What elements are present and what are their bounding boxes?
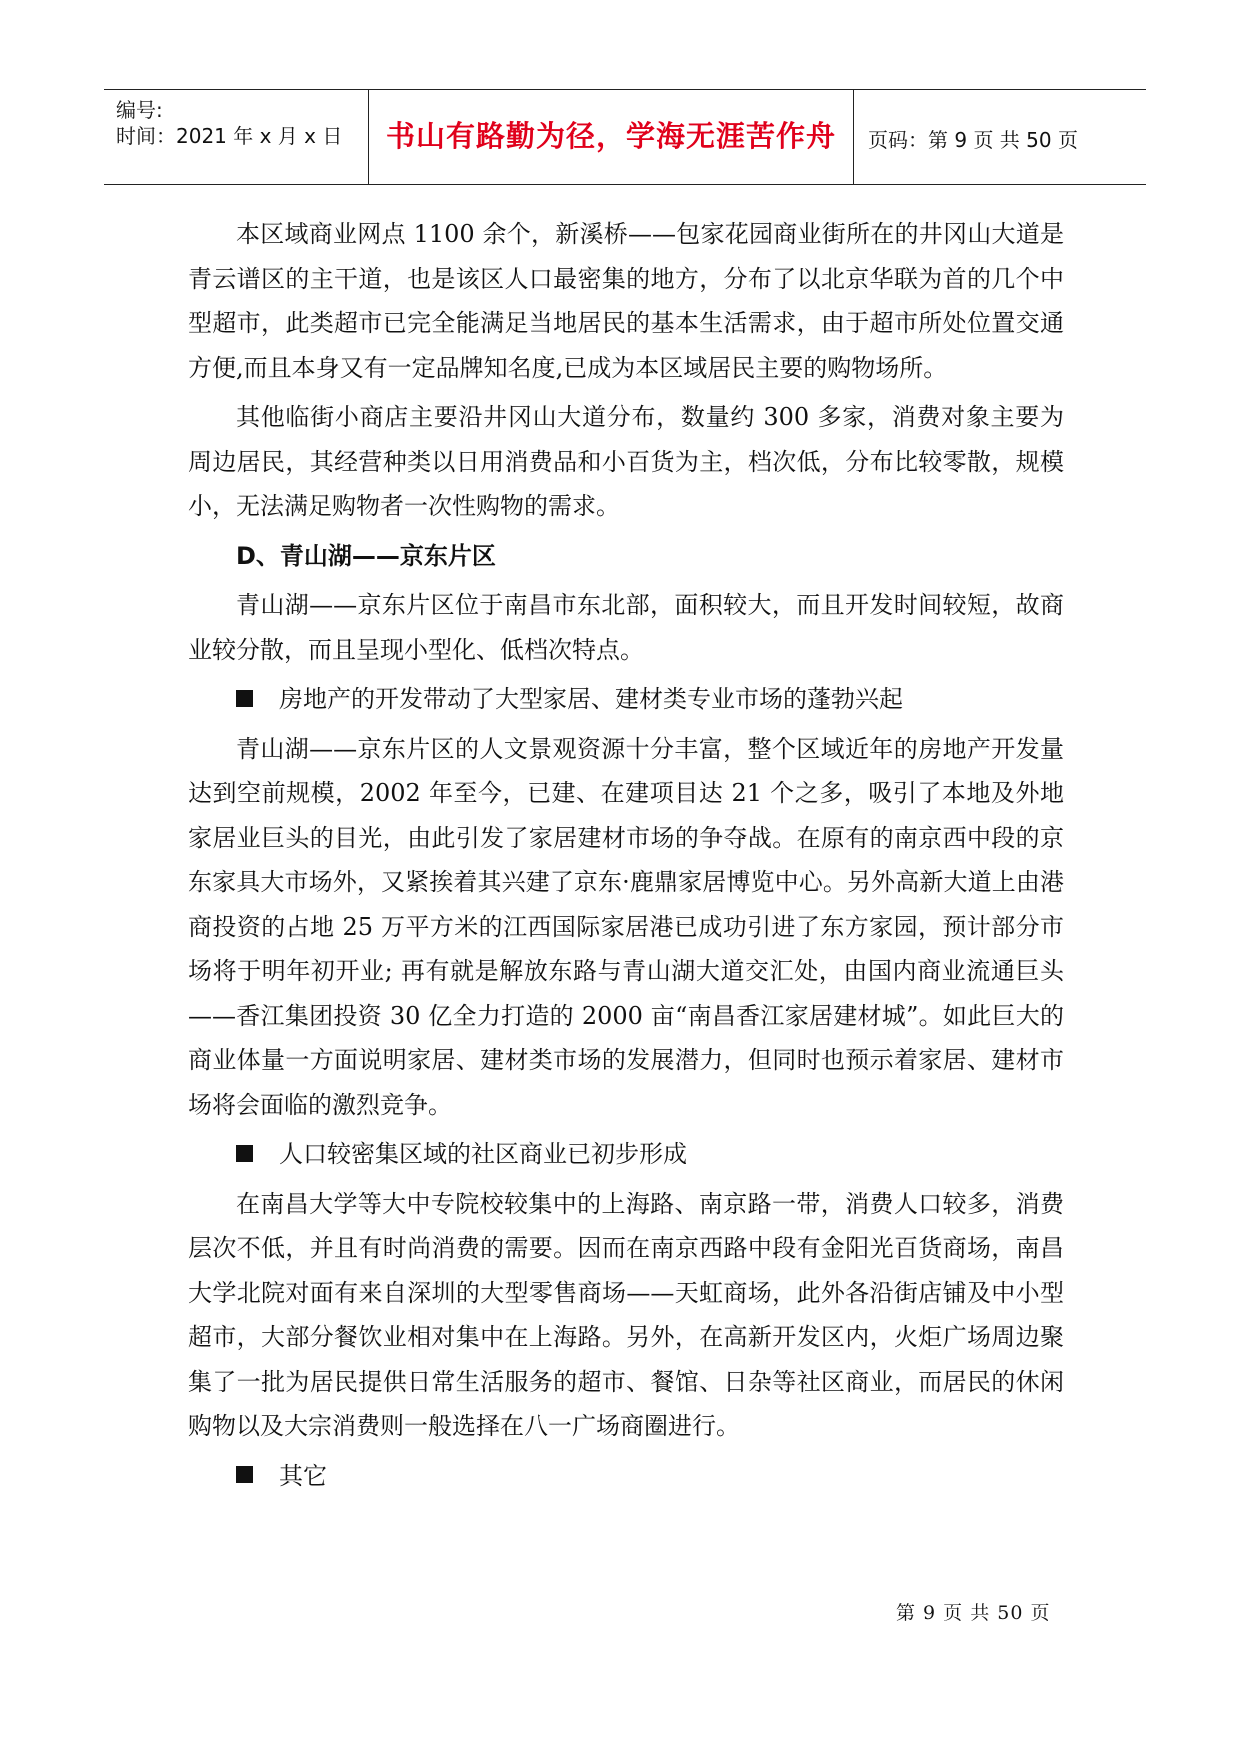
bullet-item-1 <box>188 677 1064 722</box>
paragraph-5: 在南昌大学等大中专院校较集中的上海路、南京路一带，消费人口较多，消费层次不低，并且有时尚消费的需要。因而在南京西路中段有金阳光百货商场，南昌大学北院对面有来自深圳的大型零售商场——天虹商场，此外各沿街店铺及中小型超市，大部分餐饮业相对集中在上海路。另外，在高新开发区内，火炬广场周边聚集了一批为居民提供日常生活服务的超市、餐馆、日杂等社区商业，而居民的休闲购物以及大宗消费则一般选择在八一广场商圈进行。 <box>188 1189 1064 1440</box>
page-header <box>104 89 1146 185</box>
section-heading-d: D、青山湖——京东片区 <box>236 541 496 570</box>
page-code-label: 页码：第 9 页 共 50 页 <box>868 128 1078 152</box>
paragraph-2: 其他临街小商店主要沿井冈山大道分布，数量约 300 多家，消费对象主要为周边居民，其经营种类以日用消费品和小百货为主，档次低，分布比较零散，规模小，无法满足购物者一次性购物的需求。 <box>188 403 1064 520</box>
square-bullet-icon <box>236 1145 253 1162</box>
paragraph-3: 青山湖——京东片区位于南昌市东北部，面积较大，而且开发时间较短，故商业较分散，而且呈现小型化、低档次特点。 <box>188 591 1064 664</box>
bullet-text-2: 人口较密集区域的社区商业已初步形成 <box>279 1140 687 1168</box>
paragraph-4: 青山湖——京东片区的人文景观资源十分丰富，整个区域近年的房地产开发量达到空前规模，2002 年至今，已建、在建项目达 21 个之多，吸引了本地及外地家居业巨头的目光，由此引发了家居建材市场的争夺战。在原有的南京西中段的京东家具大市场外，又紧挨着其兴建了京东·鹿鼎家居博览中心。另外高新大道上由港商投资的占地 25 万平方米的江西国际家居港已成功引进了东方家园，预计部分市场将于明年初开业; 再有就是解放东路与青山湖大道交汇处，由国内商业流通巨头——香江集团投资 30 亿全力打造的 2000 亩“南昌香江家居建材城”。如此巨大的商业体量一方面说明家居、建材类市场的发展潜力，但同时也预示着家居、建材市场将会面临的激烈竞争。 <box>188 734 1064 1119</box>
header-info-cell <box>104 90 368 184</box>
paragraph-1: 本区域商业网点 1100 余个，新溪桥——包家花园商业街所在的井冈山大道是青云谱区的主干道，也是该区人口最密集的地方，分布了以北京华联为首的几个中型超市，此类超市已完全能满足当地居民的基本生活需求，由于超市所处位置交通方便,而且本身又有一定品牌知名度,已成为本区域居民主要的购物场所。 <box>188 220 1064 382</box>
date-label: 时间：2021 年 x 月 x 日 <box>116 124 343 148</box>
header-motto-cell <box>368 90 854 184</box>
bullet-text-1: 房地产的开发带动了大型家居、建材类专业市场的蓬勃兴起 <box>279 685 903 713</box>
square-bullet-icon <box>236 1466 253 1483</box>
bullet-text-3: 其它 <box>279 1461 327 1490</box>
document-body <box>188 212 1064 1498</box>
header-page-cell <box>854 90 1146 184</box>
bullet-item-3 <box>188 1454 1064 1499</box>
bullet-item-2 <box>188 1132 1064 1177</box>
page-footer: 第 9 页 共 50 页 <box>896 1602 1051 1624</box>
square-bullet-icon <box>236 690 253 707</box>
motto-text: 书山有路勤为径，学海无涯苦作舟 <box>385 119 836 153</box>
serial-number-label: 编号: <box>116 98 163 122</box>
